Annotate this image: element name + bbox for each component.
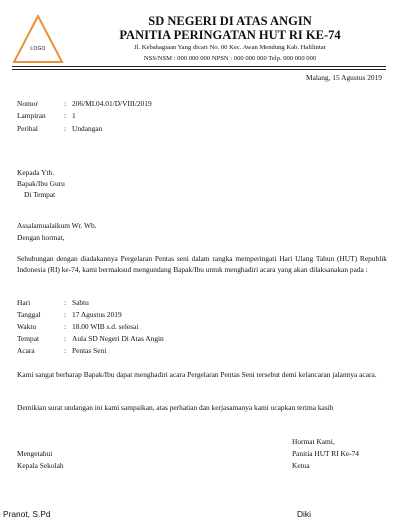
meta-label-lampiran: Lampiran xyxy=(17,111,46,120)
logo-text: LOGO xyxy=(30,46,46,52)
signature-closing: Hormat Kami, xyxy=(292,437,335,446)
meta-colon: : xyxy=(64,124,67,133)
meta-label-nomor: Nomor xyxy=(17,99,38,108)
principal-label: Kepala Sekolah xyxy=(17,461,64,470)
detail-label-hari: Hari xyxy=(17,298,31,307)
detail-value-acara: Pentas Seni xyxy=(72,346,107,355)
meta-colon: : xyxy=(64,111,67,120)
detail-colon: : xyxy=(64,310,67,319)
address-line: Jl. Kebahagiaan Yang dicari No. 00 Kec. Awan Mendung Kab. Halilintar xyxy=(134,44,326,51)
meta-value-lampiran: 1 xyxy=(72,111,76,120)
detail-label-acara: Acara xyxy=(17,346,35,355)
meta-value-nomor: 206/MI.04.01/D/VIII/2019 xyxy=(72,99,152,108)
intro-paragraph: Sehubungan dengan diadakannya Pergelaran Pentas seni dalam rangka memperingati Hari Ulang Tahun (HUT) Republik Indonesia (RI) ke-74, kami bermaksud mengundang Bapak/Ibu untuk menghadiri acara yang akan dilaksanakan pada : xyxy=(17,254,387,274)
recipient-line: Bapak/Ibu Guru xyxy=(17,179,65,188)
letter-date: Malang, 15 Agustus 2019 xyxy=(306,73,382,82)
detail-label-tempat: Tempat xyxy=(17,334,40,343)
detail-colon: : xyxy=(64,334,67,343)
detail-label-waktu: Waktu xyxy=(17,322,37,331)
detail-value-waktu: 18.00 WIB s.d. selesai xyxy=(72,322,139,331)
detail-label-tanggal: Tanggal xyxy=(17,310,41,319)
school-name: SD NEGERI DI ATAS ANGIN xyxy=(148,14,312,28)
committee-name: PANITIA PERINGATAN HUT RI KE-74 xyxy=(119,28,341,42)
meta-colon: : xyxy=(64,99,67,108)
logo-triangle-icon xyxy=(12,14,64,64)
acknowledged-label: Mengetahui xyxy=(17,449,53,458)
header-rule-thick xyxy=(12,66,386,67)
recipient-line: Di Tempat xyxy=(24,190,56,199)
header-rule-thin xyxy=(12,69,386,70)
chairman-name: Diki xyxy=(297,509,311,519)
principal-name: Pranot, S.Pd xyxy=(3,509,51,519)
opening: Dengan hormat, xyxy=(17,233,65,242)
detail-value-hari: Sabtu xyxy=(72,298,89,307)
logo xyxy=(12,14,64,64)
meta-label-perihal: Perihal xyxy=(17,124,38,133)
salutation: Assalamualaikum Wr. Wb. xyxy=(17,221,97,230)
detail-colon: : xyxy=(64,322,67,331)
detail-value-tempat: Aula SD Negeri Di Atas Angin xyxy=(72,334,164,343)
closing-paragraph: Demikian surat undangan ini kami sampaikan, atas perhatian dan kerjasamanya kami ucapkan terima kasih xyxy=(17,403,334,412)
meta-value-perihal: Undangan xyxy=(72,124,103,133)
detail-colon: : xyxy=(64,346,67,355)
recipient-line: Kepada Yth. xyxy=(17,168,55,177)
hope-paragraph: Kami sangat berharap Bapak/Ibu dapat menghadiri acara Pergelaran Pentas Seni tersebut demi kelancaran jalannya acara. xyxy=(17,370,377,379)
detail-colon: : xyxy=(64,298,67,307)
contact-line: NSS/NSM : 000 000 000 NPSN : 000 000 000 Telp. 000 000 000 xyxy=(143,55,317,62)
signature-role: Ketua xyxy=(292,461,310,470)
signature-committee: Panitia HUT RI Ke-74 xyxy=(292,449,359,458)
detail-value-tanggal: 17 Agustus 2019 xyxy=(72,310,122,319)
